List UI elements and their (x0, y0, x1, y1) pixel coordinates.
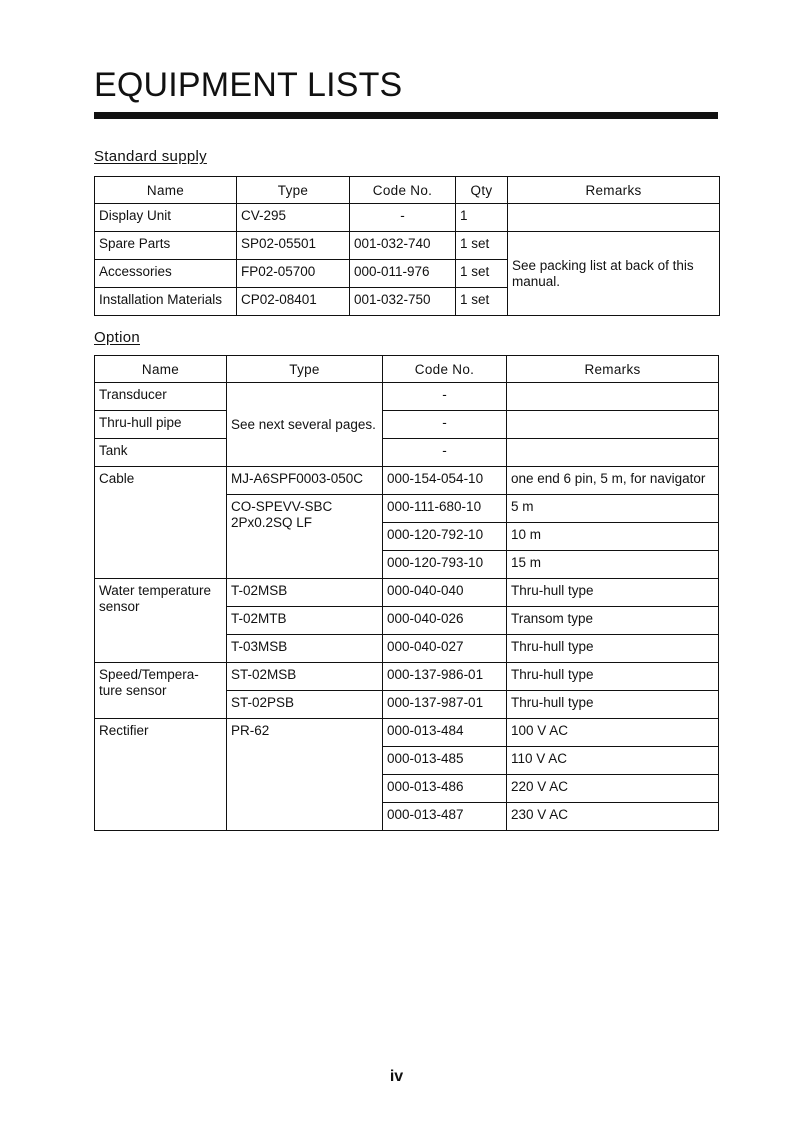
page-number: iv (389, 1068, 404, 1085)
code-cell: 000-013-487 (383, 803, 507, 831)
remarks-cell: one end 6 pin, 5 m, for navigator (507, 467, 719, 495)
shared-remarks-cell: See packing list at back of this manual. (508, 232, 720, 316)
name-cell: Tank (95, 439, 227, 467)
table-row (95, 663, 719, 691)
table-row (95, 719, 719, 747)
remarks-cell: 15 m (507, 551, 719, 579)
type-cell: MJ-A6SPF0003-050C (227, 467, 383, 495)
code-cell: 000-013-485 (383, 747, 507, 775)
option-table (94, 355, 719, 831)
table-row (95, 232, 720, 260)
remarks-cell: 230 V AC (507, 803, 719, 831)
name-cell: Speed/Tempera-ture sensor (95, 663, 227, 719)
remarks-cell: 220 V AC (507, 775, 719, 803)
remarks-cell (507, 383, 719, 411)
code-cell: 000-137-986-01 (383, 663, 507, 691)
remarks-cell: 100 V AC (507, 719, 719, 747)
name-cell: Transducer (95, 383, 227, 411)
remarks-cell: 5 m (507, 495, 719, 523)
name-cell: Installation Materials (95, 288, 237, 316)
type-cell: ST-02PSB (227, 691, 383, 719)
standard-supply-table (94, 176, 720, 316)
page-title: EQUIPMENT LISTS (94, 66, 403, 104)
code-cell: 000-137-987-01 (383, 691, 507, 719)
code-cell: - (383, 411, 507, 439)
code-cell: 000-120-792-10 (383, 523, 507, 551)
qty-cell: 1 set (456, 260, 508, 288)
qty-cell: 1 set (456, 232, 508, 260)
type-cell: CP02-08401 (237, 288, 350, 316)
column-header: Type (237, 177, 350, 204)
table-row (95, 579, 719, 607)
code-cell: 000-040-040 (383, 579, 507, 607)
name-cell: Spare Parts (95, 232, 237, 260)
table-row (95, 383, 719, 411)
remarks-cell: Thru-hull type (507, 579, 719, 607)
code-cell: 001-032-750 (350, 288, 456, 316)
code-cell: 000-154-054-10 (383, 467, 507, 495)
code-cell: - (383, 383, 507, 411)
type-cell: CV-295 (237, 204, 350, 232)
column-header: Name (95, 356, 227, 383)
code-cell: 000-011-976 (350, 260, 456, 288)
name-cell: Accessories (95, 260, 237, 288)
column-header: Type (227, 356, 383, 383)
column-header: Code No. (350, 177, 456, 204)
type-cell: T-02MTB (227, 607, 383, 635)
type-cell: CO-SPEVV-SBC 2Px0.2SQ LF (227, 495, 383, 579)
column-header: Qty (456, 177, 508, 204)
remarks-cell: 10 m (507, 523, 719, 551)
table-header-row (95, 177, 720, 204)
remarks-cell: Transom type (507, 607, 719, 635)
code-cell: 000-120-793-10 (383, 551, 507, 579)
table-row (95, 467, 719, 495)
code-cell: 000-013-484 (383, 719, 507, 747)
name-cell: Thru-hull pipe (95, 411, 227, 439)
column-header: Remarks (508, 177, 720, 204)
code-cell: 001-032-740 (350, 232, 456, 260)
table-row (95, 204, 720, 232)
title-rule (94, 112, 718, 119)
code-cell: - (383, 439, 507, 467)
code-cell: 000-040-027 (383, 635, 507, 663)
qty-cell: 1 set (456, 288, 508, 316)
code-cell: 000-040-026 (383, 607, 507, 635)
type-cell: ST-02MSB (227, 663, 383, 691)
remarks-cell (507, 411, 719, 439)
column-header: Remarks (507, 356, 719, 383)
qty-cell: 1 (456, 204, 508, 232)
type-cell: T-02MSB (227, 579, 383, 607)
column-header: Name (95, 177, 237, 204)
remarks-cell (508, 204, 720, 232)
remarks-cell: Thru-hull type (507, 663, 719, 691)
table-row (95, 439, 719, 467)
type-cell: T-03MSB (227, 635, 383, 663)
name-cell: Rectifier (95, 719, 227, 831)
name-cell: Display Unit (95, 204, 237, 232)
remarks-cell (507, 439, 719, 467)
remarks-cell: 110 V AC (507, 747, 719, 775)
remarks-cell: Thru-hull type (507, 691, 719, 719)
standard-supply-heading: Standard supply (94, 148, 207, 165)
type-cell: PR-62 (227, 719, 383, 831)
code-cell: - (350, 204, 456, 232)
code-cell: 000-013-486 (383, 775, 507, 803)
table-row (95, 411, 719, 439)
name-cell: Cable (95, 467, 227, 579)
type-cell: SP02-05501 (237, 232, 350, 260)
table-header-row (95, 356, 719, 383)
option-heading: Option (94, 329, 140, 346)
type-cell: See next several pages. (227, 383, 383, 467)
code-cell: 000-111-680-10 (383, 495, 507, 523)
type-cell: FP02-05700 (237, 260, 350, 288)
remarks-cell: Thru-hull type (507, 635, 719, 663)
name-cell: Water temperature sensor (95, 579, 227, 663)
column-header: Code No. (383, 356, 507, 383)
